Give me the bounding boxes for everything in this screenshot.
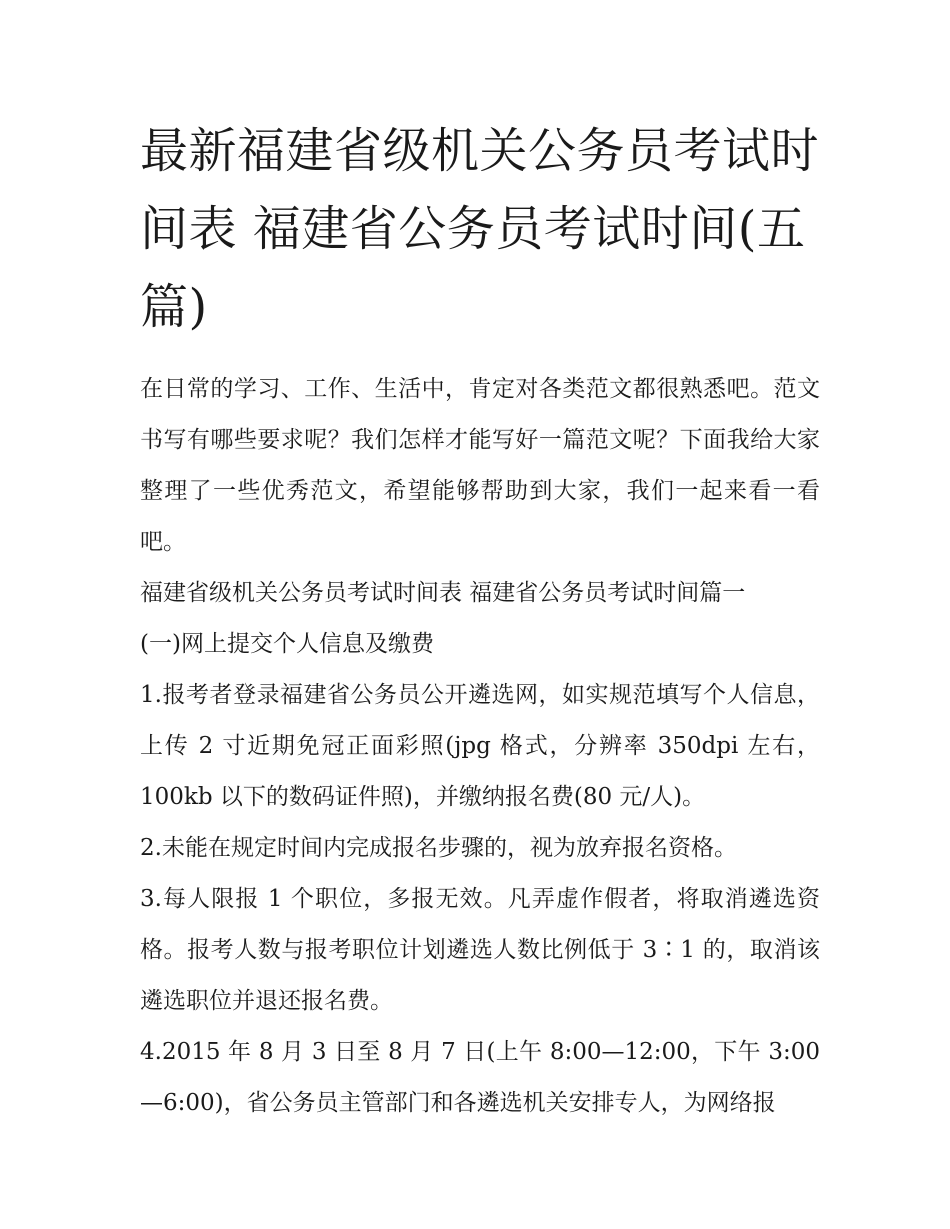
document-title: 最新福建省级机关公务员考试时间表 福建省公务员考试时间(五篇) bbox=[140, 123, 820, 335]
subsection-heading: (一)网上提交个人信息及缴费 bbox=[140, 631, 434, 657]
intro-paragraph: 在日常的学习、工作、生活中，肯定对各类范文都很熟悉吧。范文书写有哪些要求呢？我们怎样才能写好一篇范文呢？下面我给大家整理了一些优秀范文，希望能够帮助到大家，我们一起来看一看吧。 bbox=[140, 376, 820, 555]
list-item: 4.2015 年 8 月 3 日至 8 月 7 日(上午 8:00—12:00，下午 3:00—6:00)，省公务员主管部门和各遴选机关安排专人，为网络报 bbox=[140, 1039, 820, 1116]
list-item: 3.每人限报 1 个职位，多报无效。凡弄虚作假者，将取消遴选资格。报考人数与报考职位计划遴选人数比例低于 3∶1 的，取消该遴选职位并退还报名费。 bbox=[140, 886, 820, 1014]
list-item: 2.未能在规定时间内完成报名步骤的，视为放弃报名资格。 bbox=[140, 835, 737, 861]
document-page bbox=[140, 112, 820, 1129]
list-item: 1.报考者登录福建省公务员公开遴选网，如实规范填写个人信息，上传 2 寸近期免冠正面彩照(jpg 格式，分辨率 350dpi 左右，100kb 以下的数码证件照)，并缴纳报名费(80 元/人)。 bbox=[140, 682, 820, 810]
section-heading: 福建省级机关公务员考试时间表 福建省公务员考试时间篇一 bbox=[140, 580, 746, 606]
